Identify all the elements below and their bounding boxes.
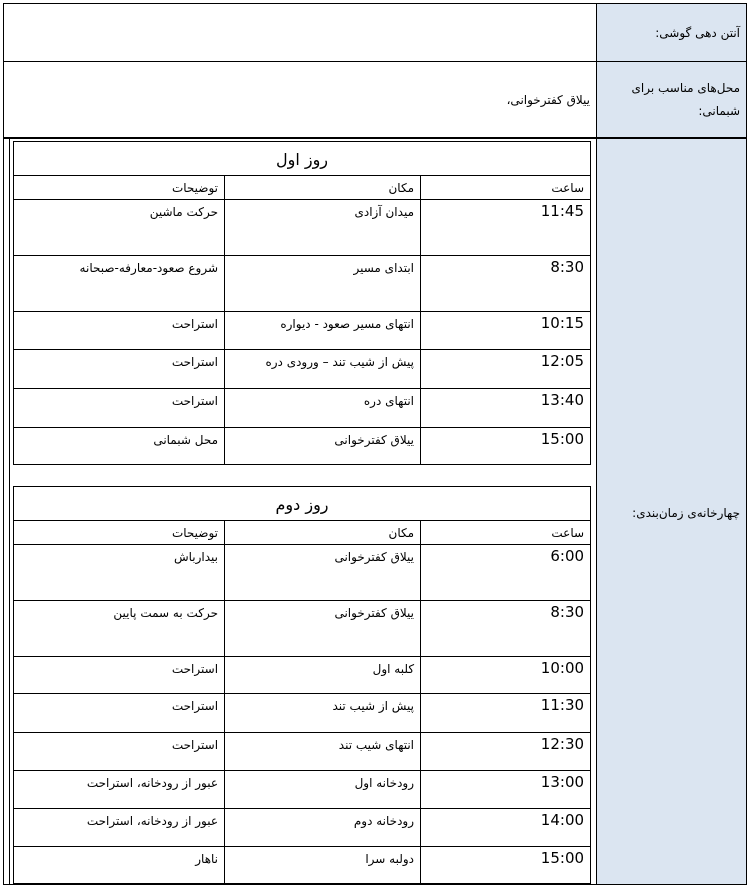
day1-title: روز اول: [14, 142, 591, 176]
place-cell: ابتدای مسیر: [225, 256, 421, 312]
time-cell: 14:00: [421, 809, 591, 847]
inner-margin-line: [9, 139, 10, 884]
schedule-label: چهارخانه‌ی زمان‌بندی:: [632, 506, 740, 520]
label-column: [597, 4, 747, 884]
time-cell: 15:00: [421, 428, 591, 465]
outer-border-top: [3, 3, 747, 4]
day2-header-place: مکان: [225, 521, 421, 545]
time-cell: 10:00: [421, 657, 591, 694]
table-row: [14, 657, 591, 694]
notes-cell: عبور از رودخانه، استراحت: [14, 771, 225, 809]
table-row: [14, 428, 591, 465]
place-cell: رودخانه اول: [225, 771, 421, 809]
place-cell: ییلاق کفترخوانی: [225, 428, 421, 465]
notes-cell: استراحت: [14, 350, 225, 389]
place-cell: رودخانه دوم: [225, 809, 421, 847]
notes-cell: استراحت: [14, 657, 225, 694]
notes-cell: استراحت: [14, 312, 225, 350]
row-divider-2: [3, 137, 747, 139]
place-cell: دولبه سرا: [225, 847, 421, 884]
table-row: [14, 847, 591, 884]
notes-cell: بیدارباش: [14, 545, 225, 601]
time-cell: 13:40: [421, 389, 591, 428]
notes-cell: محل شبمانی: [14, 428, 225, 465]
time-cell: 12:30: [421, 733, 591, 771]
table-row: [14, 601, 591, 657]
place-cell: انتهای دره: [225, 389, 421, 428]
row-divider-1: [3, 61, 747, 62]
time-cell: 13:00: [421, 771, 591, 809]
notes-cell: ناهار: [14, 847, 225, 884]
table-row: [14, 694, 591, 733]
time-cell: 6:00: [421, 545, 591, 601]
day2-header-time: ساعت: [421, 521, 591, 545]
table-row: [14, 312, 591, 350]
day1-header-notes: توضیحات: [14, 176, 225, 200]
time-cell: 8:30: [421, 256, 591, 312]
outer-border-bottom: [3, 884, 747, 885]
column-divider: [596, 3, 597, 885]
table-row: [14, 256, 591, 312]
time-cell: 10:15: [421, 312, 591, 350]
place-cell: میدان آزادی: [225, 200, 421, 256]
place-cell: انتهای مسیر صعود - دیواره: [225, 312, 421, 350]
outer-border-right: [746, 3, 747, 885]
notes-cell: استراحت: [14, 733, 225, 771]
notes-cell: حرکت به سمت پایین: [14, 601, 225, 657]
notes-cell: استراحت: [14, 389, 225, 428]
place-cell: پیش از شیب تند – ورودی دره: [225, 350, 421, 389]
place-cell: ییلاق کفترخوانی: [225, 545, 421, 601]
table-row: [14, 200, 591, 256]
table-row: [14, 771, 591, 809]
camps-value: ییلاق کفترخوانی،: [506, 93, 590, 107]
place-cell: کلبه اول: [225, 657, 421, 694]
time-cell: 11:45: [421, 200, 591, 256]
notes-cell: استراحت: [14, 694, 225, 733]
day2-table: [13, 486, 591, 884]
day2-header-row: [14, 521, 591, 545]
table-row: [14, 733, 591, 771]
camps-label: محل‌های مناسب برای شبمانی:: [631, 81, 740, 118]
day2-header-notes: توضیحات: [14, 521, 225, 545]
day1-header-place: مکان: [225, 176, 421, 200]
place-cell: پیش از شیب تند: [225, 694, 421, 733]
table-row: [14, 350, 591, 389]
day1-header-row: [14, 176, 591, 200]
time-cell: 15:00: [421, 847, 591, 884]
notes-cell: عبور از رودخانه، استراحت: [14, 809, 225, 847]
table-row: [14, 389, 591, 428]
outer-border-left: [3, 3, 4, 885]
antenna-label: آنتن دهی گوشی:: [655, 26, 740, 40]
day1-header-time: ساعت: [421, 176, 591, 200]
notes-cell: شروع صعود-معارفه-صبحانه: [14, 256, 225, 312]
time-cell: 12:05: [421, 350, 591, 389]
place-cell: انتهای شیب تند: [225, 733, 421, 771]
day1-table: [13, 141, 591, 465]
time-cell: 11:30: [421, 694, 591, 733]
time-cell: 8:30: [421, 601, 591, 657]
table-row: [14, 809, 591, 847]
table-row: [14, 545, 591, 601]
notes-cell: حرکت ماشین: [14, 200, 225, 256]
day2-title: روز دوم: [14, 487, 591, 521]
place-cell: ییلاق کفترخوانی: [225, 601, 421, 657]
